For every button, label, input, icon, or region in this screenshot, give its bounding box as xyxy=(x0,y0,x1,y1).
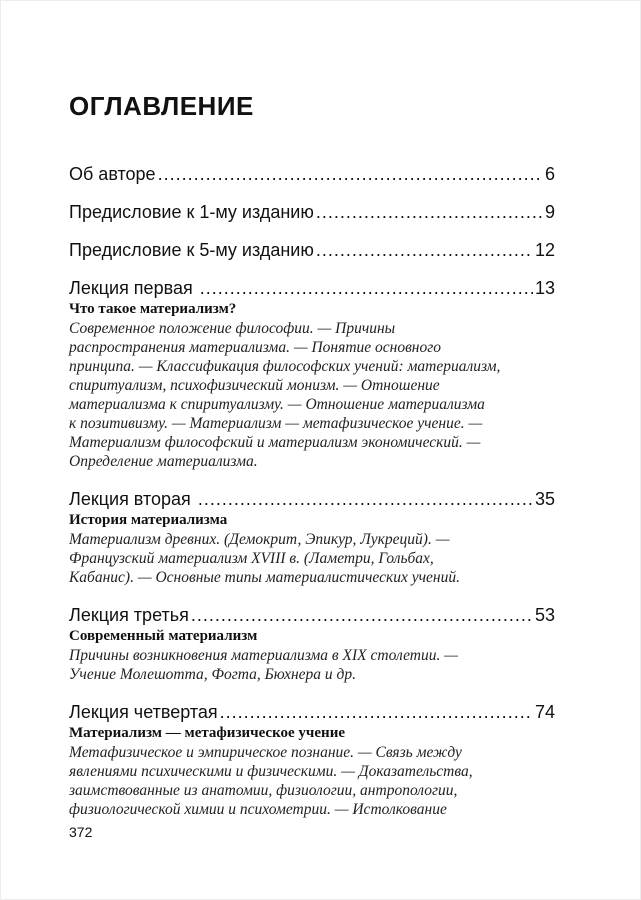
lecture-description-line: Метафизическое и эмпирическое познание. — Связь между xyxy=(69,744,462,761)
toc-entry-page: 6 xyxy=(544,164,555,184)
lecture-description-line: распространения материализма. — Понятие основного xyxy=(69,339,442,356)
lecture-description-line: Материализм древних. (Демокрит, Эпикур, Лукреций). — xyxy=(69,531,450,548)
toc-entry-about-author[interactable] xyxy=(69,162,555,186)
lecture-subtitle: История материализма xyxy=(69,512,228,528)
toc-heading: ОГЛАВЛЕНИЕ xyxy=(69,91,254,121)
lecture-description-line: явлениями психическими и физическими. — Доказательства, xyxy=(69,763,473,780)
toc-entry-lecture-4[interactable] xyxy=(69,700,555,819)
toc-entry-title: Предисловие к 5-му изданию xyxy=(69,240,314,260)
lecture-subtitle: Современный материализм xyxy=(69,628,258,644)
lecture-description-line: заимствованные из анатомии, физиологии, антропологии, xyxy=(69,782,458,799)
toc-entry-page: 9 xyxy=(544,202,555,222)
table-of-contents xyxy=(69,86,555,819)
toc-line xyxy=(69,162,555,186)
toc-line xyxy=(69,603,555,627)
dot-leader xyxy=(191,603,533,627)
toc-entry-page: 53 xyxy=(534,605,555,625)
toc-entry-preface-1[interactable] xyxy=(69,200,555,224)
toc-entry-title: Об авторе xyxy=(69,164,156,184)
toc-entry-title: Предисловие к 1-му изданию xyxy=(69,202,314,222)
toc-entry-page: 35 xyxy=(534,489,555,509)
lecture-description-line: Учение Молешотта, Фогта, Бюхнера и др. xyxy=(69,666,357,683)
toc-line xyxy=(69,700,555,724)
dot-leader xyxy=(200,276,533,300)
toc-entry-title: Лекция вторая xyxy=(69,489,196,509)
dot-leader xyxy=(198,487,533,511)
toc-entry-page: 13 xyxy=(534,278,555,298)
lecture-description-line: Причины возникновения материализма в XIX столетии. — xyxy=(69,647,458,664)
lecture-description-line: Определение материализма. xyxy=(69,453,258,470)
toc-entry-lecture-1[interactable] xyxy=(69,276,555,471)
lecture-description-line: Французский материализм XVIII в. (Ламетри, Гольбах, xyxy=(69,550,434,567)
lecture-description-line: Современное положение философии. — Причины xyxy=(69,320,396,337)
dot-leader xyxy=(316,238,533,262)
toc-entry-title: Лекция четвертая xyxy=(69,702,218,722)
lecture-subtitle: Что такое материализм? xyxy=(69,301,237,317)
toc-entry-page: 12 xyxy=(534,240,555,260)
page-number: 372 xyxy=(69,824,93,840)
toc-entry-title: Лекция третья xyxy=(69,605,189,625)
toc-line xyxy=(69,276,555,300)
lecture-description-line: физиологической химии и психометрии. — Истолкование xyxy=(69,801,447,818)
lecture-description-line: Материализм философский и материализм экономический. — xyxy=(69,434,481,451)
toc-entry-preface-5[interactable] xyxy=(69,238,555,262)
toc-entry-title: Лекция первая xyxy=(69,278,198,298)
toc-entry-lecture-2[interactable] xyxy=(69,487,555,587)
dot-leader xyxy=(158,162,543,186)
lecture-description-line: спиритуализм, психофизический монизм. — Отношение xyxy=(69,377,440,394)
lecture-description-line: Кабанис). — Основные типы материалистических учений. xyxy=(69,569,460,586)
toc-line xyxy=(69,487,555,511)
toc-entry-lecture-3[interactable] xyxy=(69,603,555,684)
dot-leader xyxy=(316,200,543,224)
toc-entry-page: 74 xyxy=(534,702,555,722)
lecture-subtitle: Материализм — метафизическое учение xyxy=(69,725,345,741)
toc-line xyxy=(69,200,555,224)
lecture-description-line: принципа. — Классификация философских учений: материализм, xyxy=(69,358,501,375)
dot-leader xyxy=(220,700,533,724)
toc-line xyxy=(69,238,555,262)
lecture-description-line: к позитивизму. — Материализм — метафизическое учение. — xyxy=(69,415,483,432)
lecture-description-line: материализма к спиритуализму. — Отношение материализма xyxy=(69,396,485,413)
